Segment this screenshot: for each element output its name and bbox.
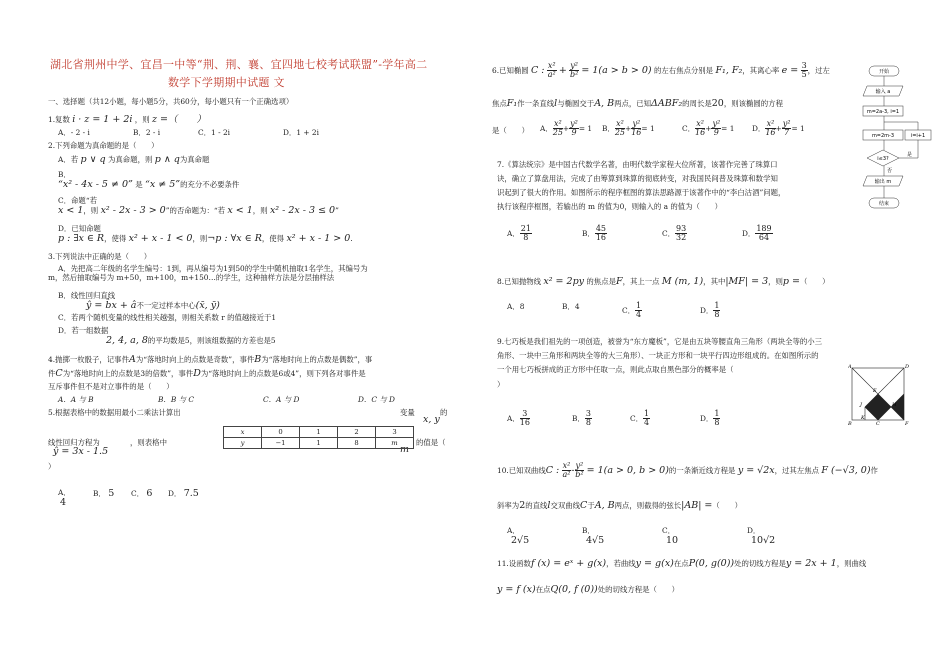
q3-option-c[interactable]: C．若两个随机变量的线性相关越强，则相关系数 r 的值越接近于1 [58, 313, 277, 322]
q10-option-c[interactable]: C． 10 [662, 526, 679, 547]
table-row: x 0 1 2 3 [224, 427, 414, 438]
q6-option-a[interactable]: A． $\frac{\text{x²}}{25}$ + $\frac{\text{y²}}{9}$ = 1 [540, 119, 593, 138]
tangram-label-f: F [905, 421, 909, 426]
q2-option-d[interactable]: D．已知命题 p : ∃x ∈ R，使得 x² + x - 1 < 0，则¬p : ∀x ∈ R，使得 x² + x - 1 > 0. [58, 224, 353, 245]
q9-option-a[interactable]: A． $\frac{3}{16}$ [507, 409, 530, 428]
q4-option-a[interactable]: A．A 与 B [58, 395, 94, 404]
flow-yes: 是 [907, 152, 913, 158]
q2-option-b[interactable]: B． “x² - 4x - 5 ≠ 0” 是 “x ≠ 5”的充分不必要条件 [58, 170, 240, 191]
q3-stem: 3.下列说法中正确的是（ ） [48, 252, 152, 261]
q3-option-a[interactable]: A．先把高二年级的名学生编号：1到，再从编号为1到50的学生中随机抽取1名学生，其编号为 m，然后抽取编号为 m+50，m+100，m+150…的学生，这种抽样方法是分层抽样法 [48, 264, 368, 283]
q5-eq: ŷ = 3x - 1.5 [53, 446, 109, 457]
q5-option-c[interactable]: C． 6 [131, 488, 153, 499]
q9-line1: 9.七巧板是我们祖先的一项创造，被誉为“东方魔板”，它是由五块等腰直角三角形（两块全等的小三 [497, 337, 823, 346]
q1-stem-a: 1.复数 [48, 115, 70, 124]
q9-tangram-figure [848, 364, 910, 426]
q4-line3: 互斥事件但不是对立事件的是（ ） [48, 382, 174, 391]
q9-option-c[interactable]: C． $\frac{1}{4}$ [630, 409, 650, 428]
flow-input: 输入 a [875, 89, 891, 95]
flow-step: m=2m-3 [871, 133, 895, 139]
q5-data-table [223, 426, 414, 449]
tangram-label-k: K [861, 415, 865, 421]
q5-line2c: 的值是（ [416, 438, 446, 447]
q7-line4: 执行该程序框图，若输出的 m 的值为0，则输入的 a 的值为（ ） [497, 202, 723, 211]
tangram-label-j: J [860, 402, 863, 408]
q8-option-d[interactable]: D． $\frac{1}{8}$ [700, 301, 720, 320]
q7-line1: 7.《算法统宗》是中国古代数学名著，由明代数学家程大位所著，该著作完善了珠算口 [497, 160, 778, 169]
q10-option-a[interactable]: A． 2√5 [507, 526, 530, 547]
q6-option-c[interactable]: C． $\frac{\text{x²}}{16}$ + $\frac{\text{y²}}{9}$ = 1 [682, 119, 735, 138]
q2-option-c[interactable]: C．命题“若 x < 1，则 x² - 2x - 3 > 0”的否命题为：“若 x < 1，则 x² - 2x - 3 ≤ 0” [58, 196, 339, 217]
tangram-label-b: B [848, 421, 852, 426]
q1-stem-d: z =（ ） [151, 114, 206, 125]
flow-no: 否 [887, 168, 893, 174]
q1-option-d[interactable]: D．1 + 2i [283, 128, 319, 137]
flow-inc: i=i+1 [910, 133, 926, 139]
q5-line1: 5.根据表格中的数据用最小二乘法计算出 [48, 408, 181, 417]
q5-option-a[interactable]: A． 4 [58, 488, 71, 509]
tangram-label-d: D [905, 364, 910, 370]
q7-line3: 识起到了很大的作用。如图所示的程序框图的算法思路源于该著作中的“李白沽酒”问题， [497, 188, 786, 197]
flow-cond: i≤3? [877, 156, 889, 162]
q7-option-c[interactable]: C． $\frac{93}{32}$ [662, 224, 687, 243]
tangram-label-a: A [848, 364, 852, 370]
q5-line3: ） [48, 462, 56, 471]
q2-stem: 2.下列命题为真命题的是（ ） [48, 141, 159, 150]
q7-option-a[interactable]: A． $\frac{21}{8}$ [507, 224, 531, 243]
q5-xy: x, y [423, 414, 440, 425]
q4-option-d[interactable]: D．C 与 D [358, 395, 395, 404]
q9-line3: 一个用七巧板拼成的正方形中任取一点，则此点取自黑色部分的概率是（ [497, 365, 734, 374]
q9-option-b[interactable]: B． $\frac{3}{8}$ [572, 409, 591, 428]
q5-m: m [400, 444, 410, 455]
title-line1: 湖北省荆州中学、宜昌一中等“荆、荆、襄、宜四地七校考试联盟”-学年高二 [50, 58, 428, 71]
q6-option-b[interactable]: B． $\frac{\text{x²}}{25}$ + $\frac{\text{y²}}{16}$ = 1 [602, 119, 655, 138]
q1-stem-c: ，则 [134, 115, 150, 124]
table-row: y −1 1 8 m [224, 438, 414, 449]
q10-option-b[interactable]: B． 4√5 [582, 526, 605, 547]
q5-option-d[interactable]: D． 7.5 [168, 488, 199, 499]
q9-option-d[interactable]: D． $\frac{1}{8}$ [700, 409, 720, 428]
flow-end: 结束 [878, 201, 890, 207]
q10-option-d[interactable]: D． 10√2 [747, 526, 776, 547]
q6-option-d[interactable]: D． $\frac{\text{x²}}{16}$ + $\frac{\text{y²}}{7}$ = 1 [752, 119, 805, 138]
q7-flowchart [855, 64, 933, 244]
q7-line2: 诀，确立了算盘用法，完成了由筹算到珠算的彻底转变，对我国民间普及珠算和数学知 [497, 174, 778, 183]
q9-line4: ） [497, 380, 505, 389]
q9-line2: 角形、一块中三角形和两块全等的大三角形）、一块正方形和一块平行四边形组成的。在如图所示的 [497, 351, 819, 360]
tangram-label-h: H [892, 402, 897, 408]
q4-option-b[interactable]: B．B 与 C [158, 395, 194, 404]
q5-de: 的 [440, 408, 448, 417]
q7-option-b[interactable]: B． $\frac{45}{16}$ [582, 224, 607, 243]
q7-option-d[interactable]: D． $\frac{189}{64}$ [742, 224, 772, 243]
black-piece-2 [865, 394, 891, 420]
q4-option-c[interactable]: C．A 与 D [263, 395, 300, 404]
q3-option-b[interactable]: B．线性回归直线 ŷ = b̂x + â不一定过样本中心(x̄, ȳ) [58, 291, 220, 312]
tangram-label-c: C [876, 421, 880, 426]
q8-option-c[interactable]: C． $\frac{1}{4}$ [622, 301, 642, 320]
title-line2: 数学下学期期中试题 文 [168, 76, 285, 89]
q1-option-c[interactable]: C．1 - 2i [198, 128, 231, 137]
flow-output: 输出 m [874, 179, 892, 185]
section-heading: 一、选择题（共12小题，每小题5分，共60分，每小题只有一个正确选项） [48, 97, 294, 106]
q5-line2b: ，则表格中 [130, 438, 167, 447]
q8-option-b[interactable]: B．4 [562, 302, 580, 311]
q1-option-a[interactable]: A．- 2 - i [58, 128, 90, 137]
flow-start: 开始 [878, 69, 890, 75]
q5-option-b[interactable]: B． 5 [93, 488, 115, 499]
q2-option-a[interactable]: A．若 p ∨ q 为真命题，则 p ∧ q为真命题 [58, 154, 210, 165]
q1-option-b[interactable]: B．2 - i [133, 128, 161, 137]
q8-option-a[interactable]: A．8 [507, 302, 525, 311]
tangram-label-e: E [873, 388, 877, 394]
q3-option-d[interactable]: D．若一组数据 2, 4, a, 8的平均数是5，则该组数据的方差也是5 [58, 326, 276, 347]
q1-eq: i · z = 1 + 2i [72, 114, 133, 125]
flow-init: m=2a-3, i=1 [866, 109, 900, 115]
